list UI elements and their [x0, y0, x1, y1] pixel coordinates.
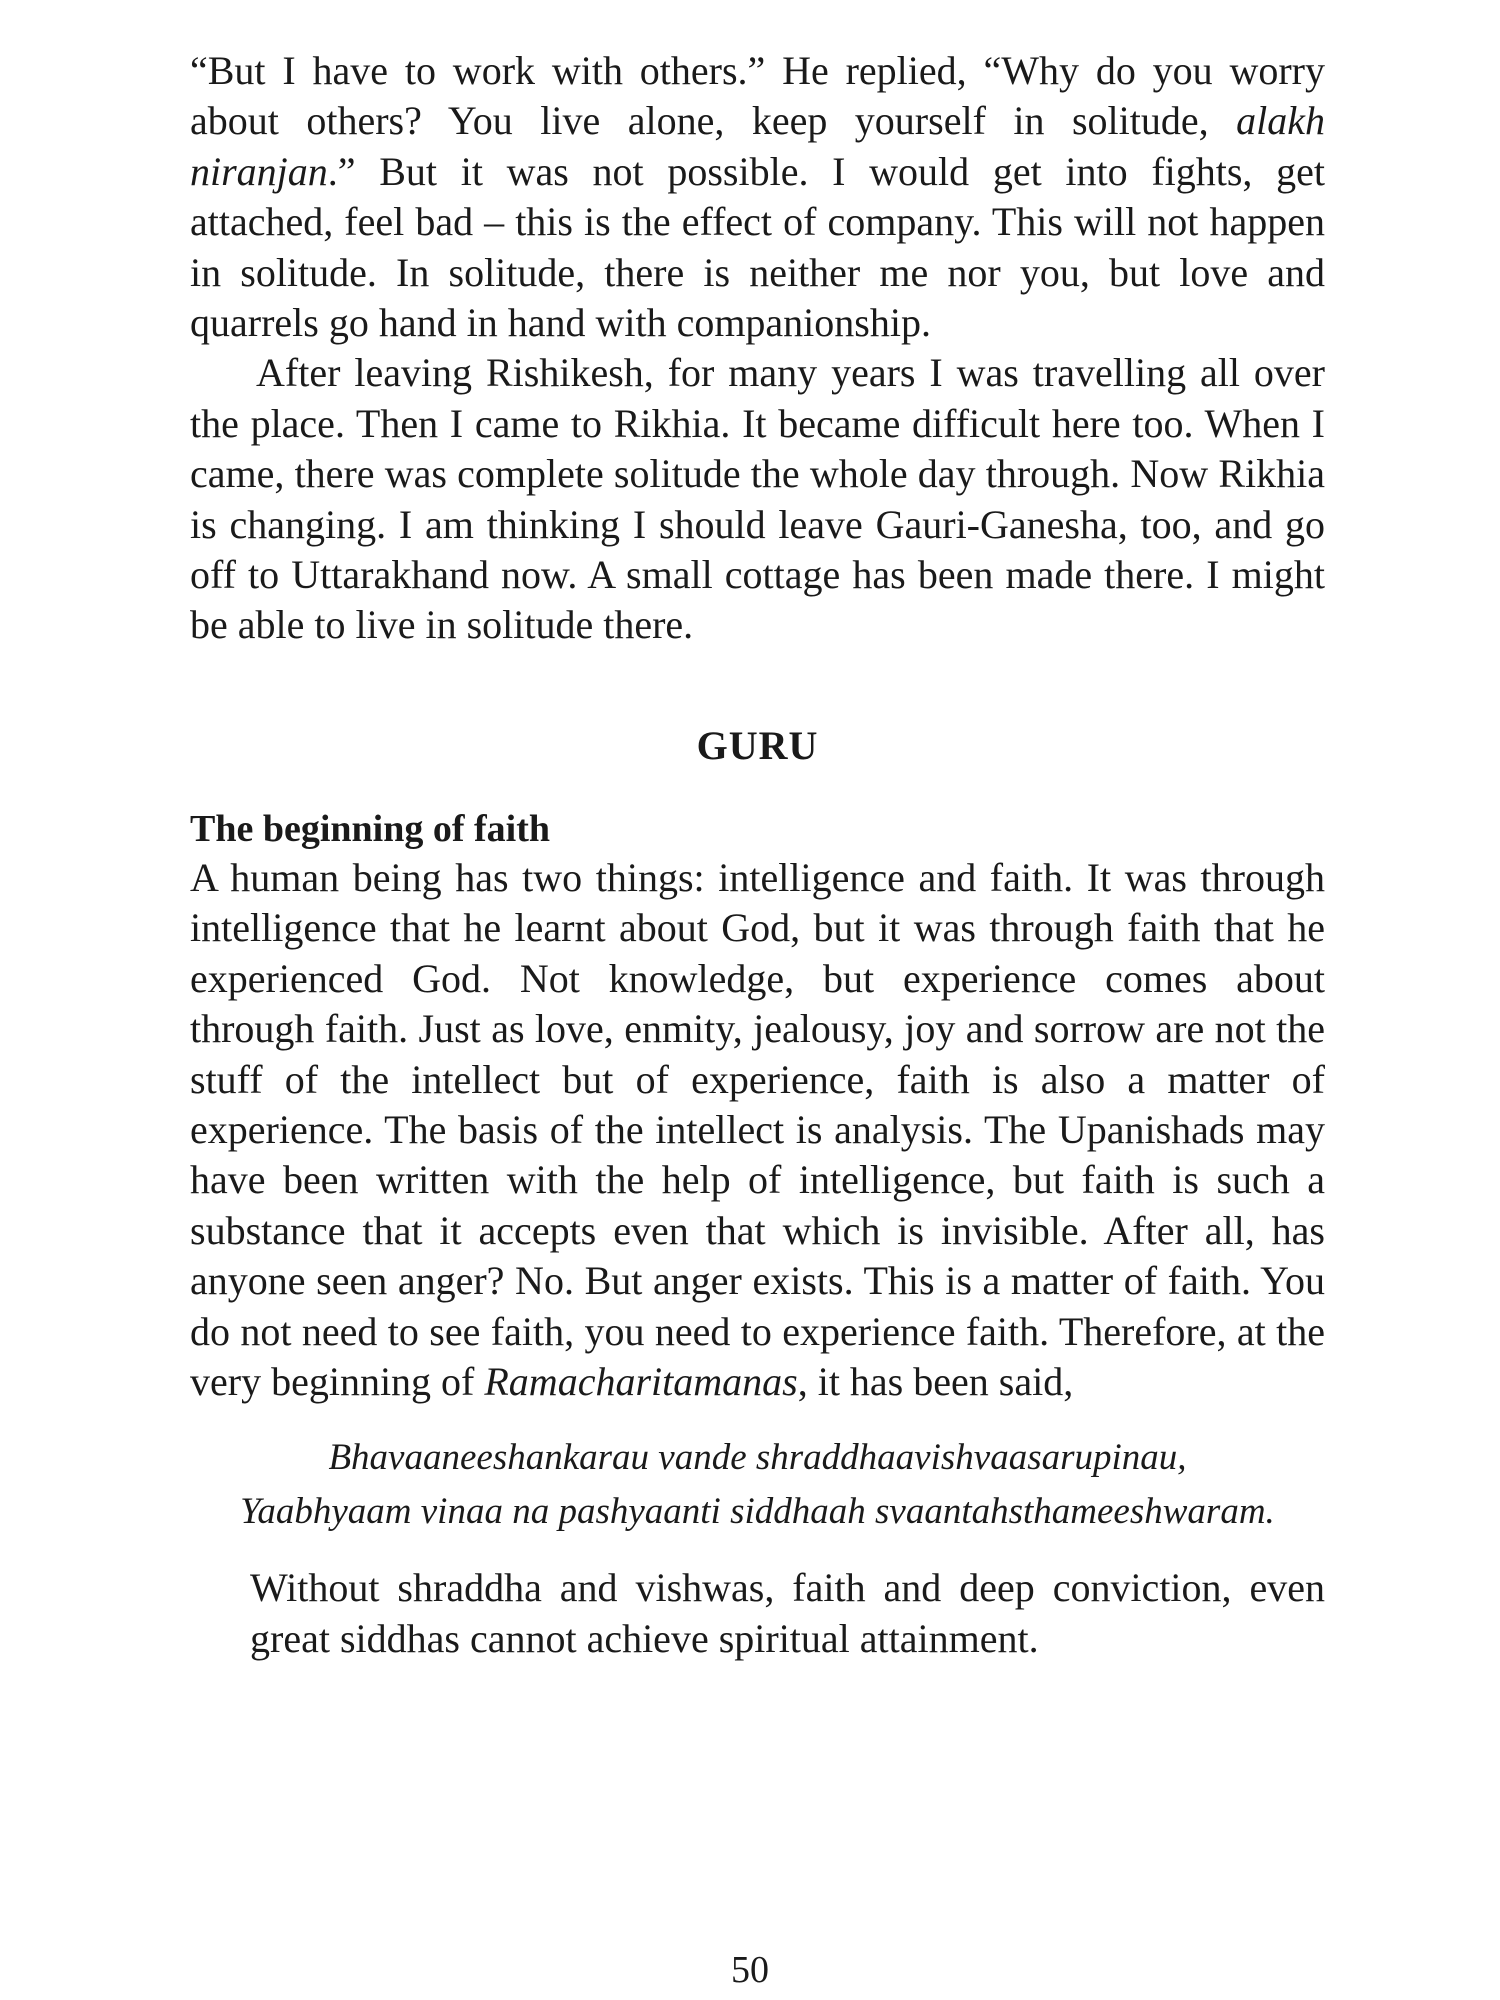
page-number: 50	[731, 1949, 769, 1991]
italic-phrase: alakh niranjan	[190, 98, 1325, 194]
italic-title: Ramacharitamanas	[484, 1358, 798, 1404]
paragraph-solitude: “But I have to work with others.” He replied, “Why do you worry about others? You live alone, keep yourself in solitude, alakh niranjan.” But it was not possible. I would get into fights, get attached, feel bad – this is the effect of company. This will not happen in solitude. In solitude, there is neither me nor you, but love and quarrels go hand in hand with companionship.	[190, 48, 1325, 346]
verse-block	[190, 1431, 1325, 1539]
paragraph-rikhia: After leaving Rishikesh, for many years I was travelling all over the place. Then I came to Rikhia. It became difficult here too. When I came, there was complete solitude the whole day through. Now Rikhia is changing. I am thinking I should leave Gauri-Ganesha, too, and go off to Uttarakhand now. A small cottage has been made there. I might be able to live in solitude there.	[190, 350, 1325, 648]
subheading: The beginning of faith	[190, 807, 551, 850]
paragraph-faith: A human being has two things: intelligence and faith. It was through intelligence that he learnt about God, but it was through faith that he experienced God. Not knowledge, but experience comes about through faith. Just as love, enmity, jealousy, joy and sorrow are not the stuff of the intellect but of experience, faith is also a matter of experience. The basis of the intellect is analysis. The Upanishads may have been written with the help of intelligence, but faith is such a substance that it accepts even that which is invisible. After all, has anyone seen anger? No. But anger exists. This is a matter of faith. You do not need to see faith, you need to experience faith. Therefore, at the very beginning of Ramacharitamanas, it has been said,	[190, 854, 1325, 1404]
page-body	[190, 46, 1325, 1664]
verse-line-2: Yaabhyaam vinaa na pashyaanti siddhaah svaantahsthameeshwaram.	[240, 1491, 1275, 1533]
section-title: GURU	[696, 722, 819, 768]
verse-translation: Without shraddha and vishwas, faith and deep conviction, even great siddhas cannot achieve spiritual attainment.	[250, 1565, 1325, 1661]
verse-line-1: Bhavaaneeshankarau vande shraddhaavishvaasarupinau,	[328, 1437, 1187, 1479]
